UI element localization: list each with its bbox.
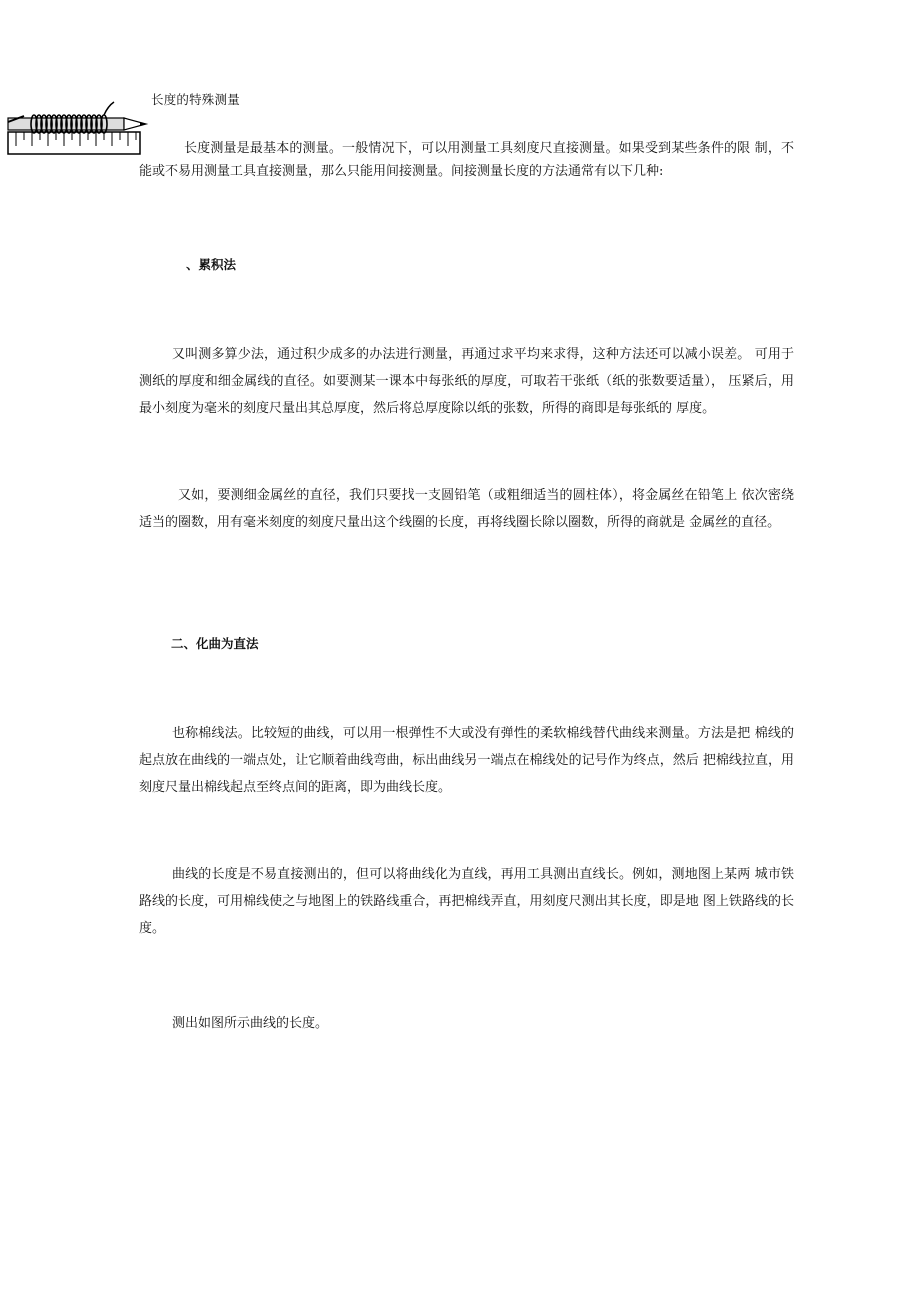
document-title: 长度的特殊测量 — [151, 92, 240, 107]
coiled-wire-on-pencil-over-ruler-icon — [6, 100, 154, 158]
paragraph-accumulation-1: 又叫测多算少法，通过积少成多的办法进行测量，再通过求平均来求得，这种方法还可以减小误差。 可用于测纸的厚度和细金属线的直径。如要测某一课本中每张纸的厚度，可取若干张纸（纸的张数要适量）， 压紧后，用最小刻度为毫米的刻度尺量出其总厚度，然后将总厚度除以纸的张数，所得的商即是每张纸的 厚度。 — [139, 347, 794, 416]
paragraph-curve-1: 也称棉线法。比较短的曲线，可以用一根弹性不大或没有弹性的柔软棉线替代曲线来测量。方法是把 棉线的起点放在曲线的一端点处，让它顺着曲线弯曲，标出曲线另一端点在棉线处的记号作为终点，然后 把棉线拉直，用刻度尺量出棉线起点至终点间的距离，即为曲线长度。 — [139, 726, 794, 795]
paragraph-accumulation-2: 又如，要测细金属丝的直径，我们只要找一支圆铅笔（或粗细适当的圆柱体），将金属丝在铅笔上 依次密绕适当的圈数，用有毫米刻度的刻度尺量出这个线圈的长度，再将线圈长除以圈数，所得的商就是 金属丝的直径。 — [139, 488, 794, 530]
paragraph-curve-2: 曲线的长度是不易直接测出的，但可以将曲线化为直线，再用工具测出直线长。例如，测地图上某两 城市铁路线的长度，可用棉线使之与地图上的铁路线重合，再把棉线弄直，用刻度尺测出其长度，即是地 图上铁路线的长度。 — [139, 867, 794, 936]
paragraph-curve-3: 测出如图所示曲线的长度。 — [172, 1016, 329, 1031]
intro-paragraph: 长度测量是最基本的测量。一般情况下，可以用测量工具刻度尺直接测量。如果受到某些条件的限 制，不能或不易用测量工具直接测量，那么只能用间接测量。间接测量长度的方法通常有以下几种: — [139, 141, 794, 179]
section-heading-accumulation: 、累积法 — [186, 257, 237, 272]
section-heading-curve-to-line: 二、化曲为直法 — [171, 636, 259, 651]
